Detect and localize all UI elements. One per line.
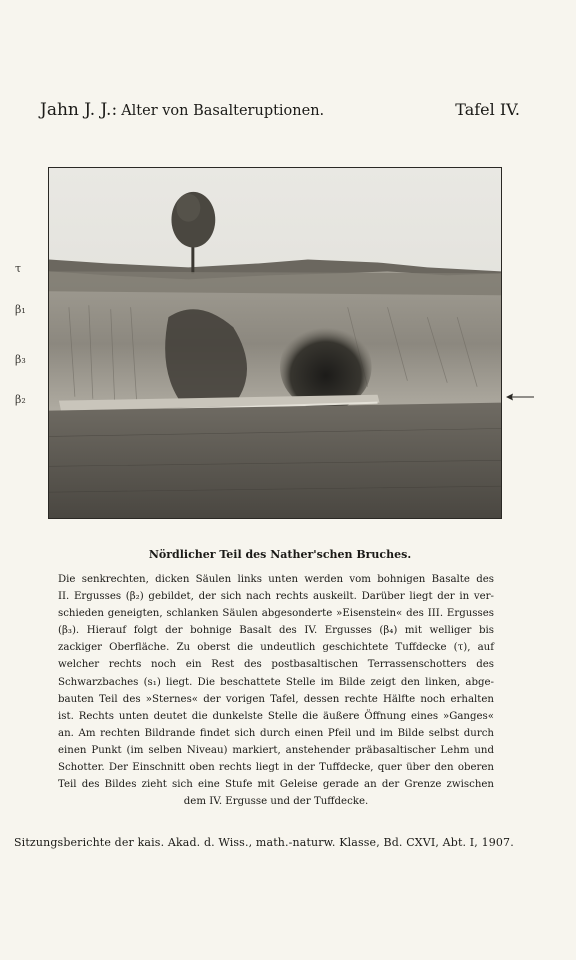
- caption-line: einen Punkt (im selben Niveau) markiert, anstehender präbasaltischer Lehm und: [58, 744, 494, 756]
- caption-line: dem IV. Ergusse und der Tuffdecke.: [183, 796, 369, 808]
- caption-line: schieden geneigten, schlanken Säulen abgesonderte »Eisenstein« des III. Ergusses: [58, 608, 494, 620]
- caption-line: bauten Teil des »Sternes« der vorigen Tafel, dessen rechte Hälfte noch erhalten: [58, 693, 494, 705]
- caption-line: Teil des Bildes zieht sich eine Stufe mit Geleise gerade an der Grenze zwischen: [58, 779, 494, 791]
- margin-mark-beta2: β₂: [15, 393, 26, 406]
- author-name: Jahn J. J.: Alter von Basalteruptionen.: [40, 100, 325, 120]
- caption-line: an. Am rechten Bildrande findet sich durch einen Pfeil und im Bilde selbst durch: [58, 727, 494, 739]
- caption-line: Schwarzbaches (s₁) liegt. Die beschattete Stelle im Bilde zeigt den linken, abge-: [58, 676, 494, 688]
- caption-line: Die senkrechten, dicken Säulen links unten werden vom bohnigen Basalte des: [58, 574, 494, 585]
- caption-line: ist. Rechts unten deutet die dunkelste Stelle die äußere Öffnung eines »Ganges«: [58, 710, 494, 722]
- quarry-photograph: [48, 167, 502, 519]
- caption-body: [58, 571, 494, 810]
- arrow-left-icon: [506, 391, 534, 403]
- caption-line: Schotter. Der Einschnitt oben rechts liegt in der Tuffdecke, quer über den oberen: [58, 762, 494, 774]
- margin-mark-beta1: β₁: [15, 303, 26, 316]
- caption-line: (β₃). Hierauf folgt der bohnige Basalt des IV. Ergusses (β₄) mit welliger bis: [58, 625, 494, 637]
- caption-title: Nördlicher Teil des Nather'schen Bruches.: [148, 548, 412, 561]
- caption-line: welcher rechts noch ein Rest des postbasaltischen Terrassenschotters des: [58, 659, 494, 671]
- caption-line: II. Ergusses (β₂) gebildet, der sich nach rechts auskeilt. Darüber liegt der in ver-: [58, 591, 494, 603]
- margin-mark-tau: τ: [15, 262, 22, 275]
- margin-mark-beta3: β₃: [15, 353, 26, 366]
- plate-number: Tafel IV.: [455, 100, 520, 119]
- plate-header: [40, 100, 520, 122]
- caption-line: zackiger Oberfläche. Zu oberst die undeutlich geschichtete Tuffdecke (τ), auf: [58, 642, 494, 654]
- journal-footer: Sitzungsberichte der kais. Akad. d. Wiss., math.-naturw. Klasse, Bd. CXVI, Abt. I, 1907.: [14, 836, 514, 849]
- article-title: Alter von Basalteruptionen.: [121, 103, 325, 119]
